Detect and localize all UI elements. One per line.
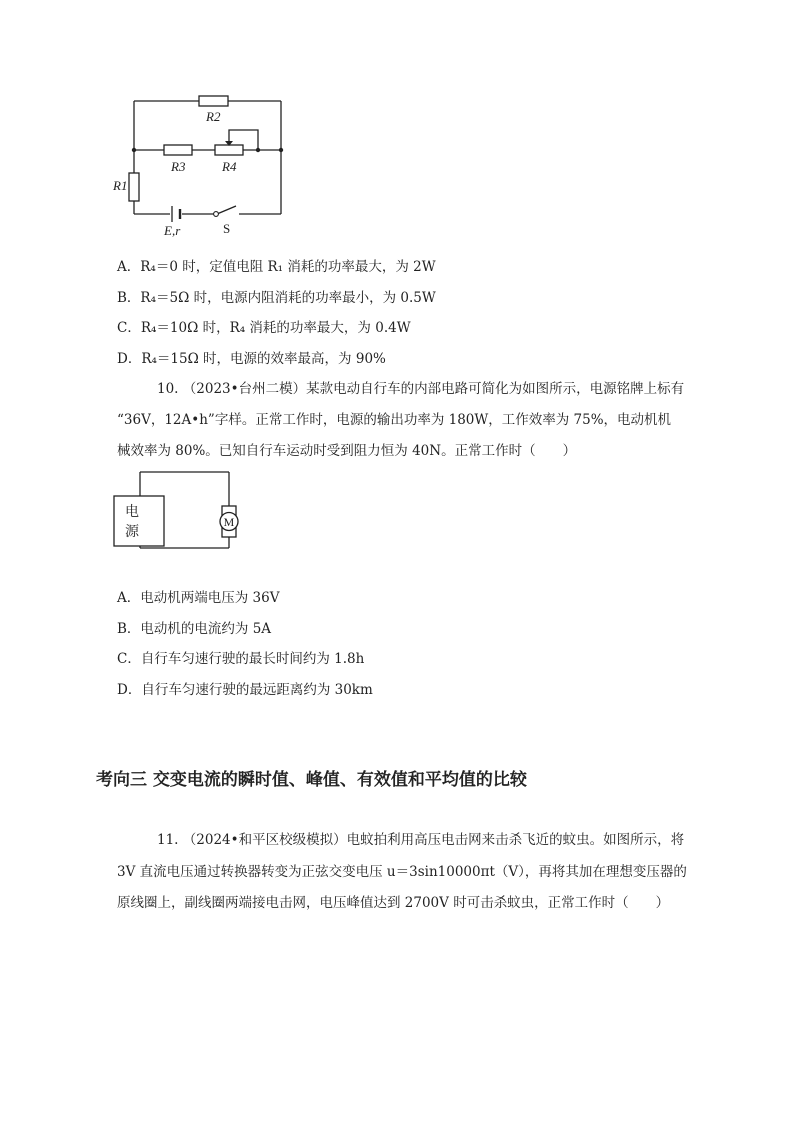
q10-option-d: D．自行车匀速行驶的最远距离约为 30km — [117, 682, 373, 698]
q11-stem-line1: 11. （2024•和平区校级模拟）电蚊拍利用高压电击网来击杀飞近的蚊虫。如图所示，将 — [157, 832, 685, 848]
resistor-r4 — [215, 145, 243, 155]
q10-option-b: B．电动机的电流约为 5A — [117, 621, 272, 637]
q11-stem-line3: 原线圈上，副线圈两端接电击网，电压峰值达到 2700V 时可击杀蚊虫，正常工作时（ ） — [117, 895, 670, 911]
q10-option-c: C．自行车匀速行驶的最长时间约为 1.8h — [117, 651, 365, 667]
power-source-box — [114, 496, 164, 546]
switch-terminal-left — [214, 212, 219, 217]
resistor-r1 — [129, 173, 139, 201]
switch-blade — [217, 206, 236, 214]
junction-dot — [256, 148, 260, 152]
q9-option-c: C．R₄＝10Ω 时，R₄ 消耗的功率最大，为 0.4W — [117, 320, 411, 336]
label-switch: S — [223, 221, 231, 236]
junction-dot — [279, 148, 283, 152]
q10-option-a: A．电动机两端电压为 36V — [117, 590, 280, 606]
source-char-1: 电 — [125, 505, 139, 520]
label-r1: R1 — [113, 178, 128, 193]
circuit-diagram-q9 — [100, 88, 300, 238]
q11-stem-line2: 3V 直流电压通过转换器转变为正弦交变电压 u＝3sin10000πt（V），再将其加在理想变压器的 — [117, 864, 687, 880]
motor-label: M — [223, 515, 235, 529]
q9-option-a: A．R₄＝0 时，定值电阻 R₁ 消耗的功率最大，为 2W — [117, 259, 436, 275]
junction-dot — [132, 148, 136, 152]
resistor-r2 — [199, 96, 228, 106]
section-heading: 考向三 交变电流的瞬时值、峰值、有效值和平均值的比较 — [96, 770, 527, 790]
source-char-2: 源 — [125, 525, 139, 540]
label-r3: R3 — [171, 159, 186, 174]
q9-option-d: D．R₄＝15Ω 时，电源的效率最高，为 90% — [117, 351, 386, 367]
q10-stem-line1: 10. （2023•台州二模）某款电动自行车的内部电路可简化为如图所示，电源铭牌上标有 — [157, 381, 685, 397]
resistor-r3 — [164, 145, 192, 155]
label-r2: R2 — [206, 109, 221, 124]
label-source: E,r — [164, 223, 181, 238]
q10-stem-line2: “36V，12A•h”字样。正常工作时，电源的输出功率为 180W，工作效率为 75%，电动机机 — [117, 412, 672, 428]
motor-circuit-diagram — [110, 470, 250, 552]
q10-stem-line3: 械效率为 80%。已知自行车运动时受到阻力恒为 40N。正常工作时（ ） — [117, 443, 577, 459]
q9-option-b: B．R₄＝5Ω 时，电源内阻消耗的功率最小，为 0.5W — [117, 290, 436, 306]
label-r4: R4 — [222, 159, 237, 174]
